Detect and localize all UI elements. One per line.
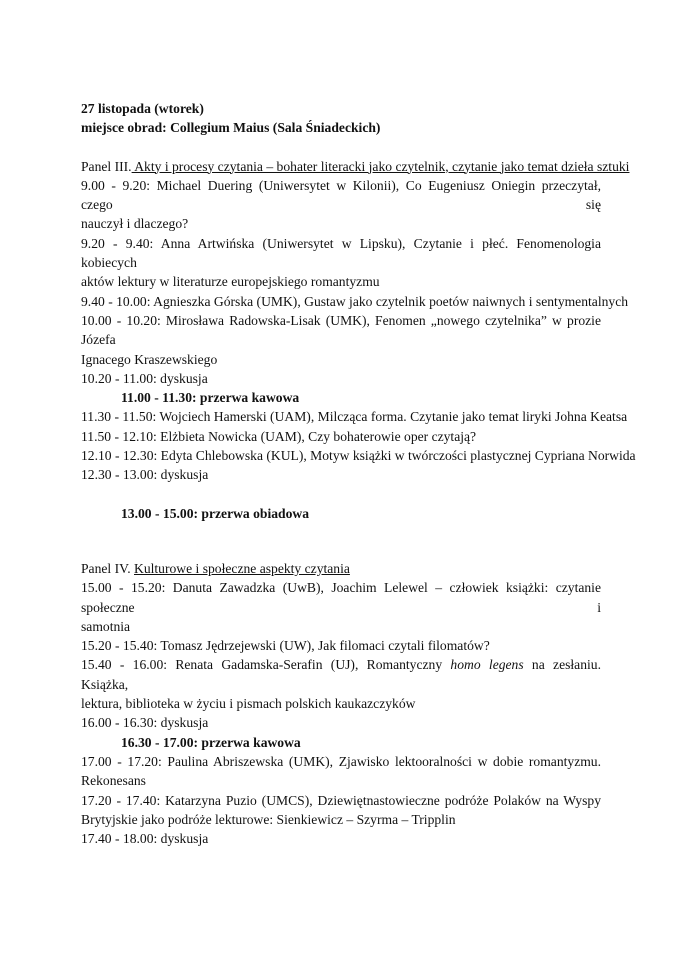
schedule-line: lektura, biblioteka w życiu i pismach polskich kaukazczyków xyxy=(81,696,416,712)
lunch-break: 13.00 - 15.00: przerwa obiadowa xyxy=(121,505,310,521)
panel-3-heading xyxy=(81,157,630,176)
schedule-line: 12.30 - 13.00: dyskusja xyxy=(81,467,209,483)
schedule-line: samotnia xyxy=(81,618,131,634)
panel-3-title: Akty i procesy czytania – bohater literacki jako czytelnik, czytanie jako temat dzieła sztuki xyxy=(131,158,630,174)
day-heading: 27 listopada (wtorek) xyxy=(81,101,204,116)
panel-4-heading xyxy=(81,559,601,578)
schedule-line: 16.00 - 16.30: dyskusja xyxy=(81,715,209,731)
schedule-line: 17.40 - 18.00: dyskusja xyxy=(81,831,209,847)
panel-4-title: Kulturowe i społeczne aspekty czytania xyxy=(134,560,350,576)
schedule-line: 10.20 - 11.00: dyskusja xyxy=(81,370,208,386)
schedule-line: Brytyjskie jako podróże lekturowe: Sienkiewicz – Szyrma – Tripplin xyxy=(81,811,456,827)
coffee-break: 11.00 - 11.30: przerwa kawowa xyxy=(121,390,300,406)
italic-term: homo legens xyxy=(450,657,524,673)
schedule-line xyxy=(81,655,601,694)
panel-4-prefix: Panel IV. xyxy=(81,560,134,576)
schedule-line: 15.00 - 15.20: Danuta Zawadzka (UwB), Joachim Lelewel – człowiek książki: czytanie społeczne i xyxy=(81,580,601,615)
schedule-line: 9.40 - 10.00: Agnieszka Górska (UMK), Gustaw jako czytelnik poetów naiwnych i sentymentalnych xyxy=(81,293,629,309)
schedule-line: 15.20 - 15.40: Tomasz Jędrzejewski (UW), Jak filomaci czytali filomatów? xyxy=(81,638,490,654)
schedule-line: Rekonesans xyxy=(81,773,146,789)
venue-heading: miejsce obrad: Collegium Maius (Sala Śniadeckich) xyxy=(81,120,381,136)
schedule-text: na zesłaniu. Książka, xyxy=(81,657,601,692)
schedule-line: Ignacego Kraszewskiego xyxy=(81,351,218,367)
schedule-line: 17.20 - 17.40: Katarzyna Puzio (UMCS), Dziewiętnastowieczne podróże Polaków na Wyspy xyxy=(81,792,601,808)
schedule-line: 9.20 - 9.40: Anna Artwińska (Uniwersytet w Lipsku), Czytanie i płeć. Fenomenologia kobiecych xyxy=(81,235,601,271)
schedule-text: 15.40 - 16.00: Renata Gadamska-Serafin (UJ), Romantyczny xyxy=(81,657,451,673)
schedule-line: 9.00 - 9.20: Michael Duering (Uniwersytet w Kilonii), Co Eugeniusz Oniegin przeczytał, czego się xyxy=(81,177,601,213)
schedule-line: 12.10 - 12.30: Edyta Chlebowska (KUL), Motyw książki w twórczości plastycznej Cypriana Norwida xyxy=(81,448,636,464)
schedule-line: nauczył i dlaczego? xyxy=(81,216,189,232)
schedule-line: aktów lektury w literaturze europejskiego romantyzmu xyxy=(81,274,380,290)
schedule-line: 11.30 - 11.50: Wojciech Hamerski (UAM), Milcząca forma. Czytanie jako temat liryki Johna Keatsa xyxy=(81,409,628,425)
schedule-line: 11.50 - 12.10: Elżbieta Nowicka (UAM), Czy bohaterowie oper czytają? xyxy=(81,428,477,444)
coffee-break: 16.30 - 17.00: przerwa kawowa xyxy=(121,734,301,750)
schedule-line: 17.00 - 17.20: Paulina Abriszewska (UMK), Zjawisko lektooralności w dobie romantyzmu. xyxy=(81,753,601,769)
document-page xyxy=(81,99,636,848)
panel-3-prefix: Panel III. xyxy=(81,158,132,174)
schedule-line: 10.00 - 10.20: Mirosława Radowska-Lisak (UMK), Fenomen „nowego czytelnika” w prozie Józefa xyxy=(81,312,601,348)
